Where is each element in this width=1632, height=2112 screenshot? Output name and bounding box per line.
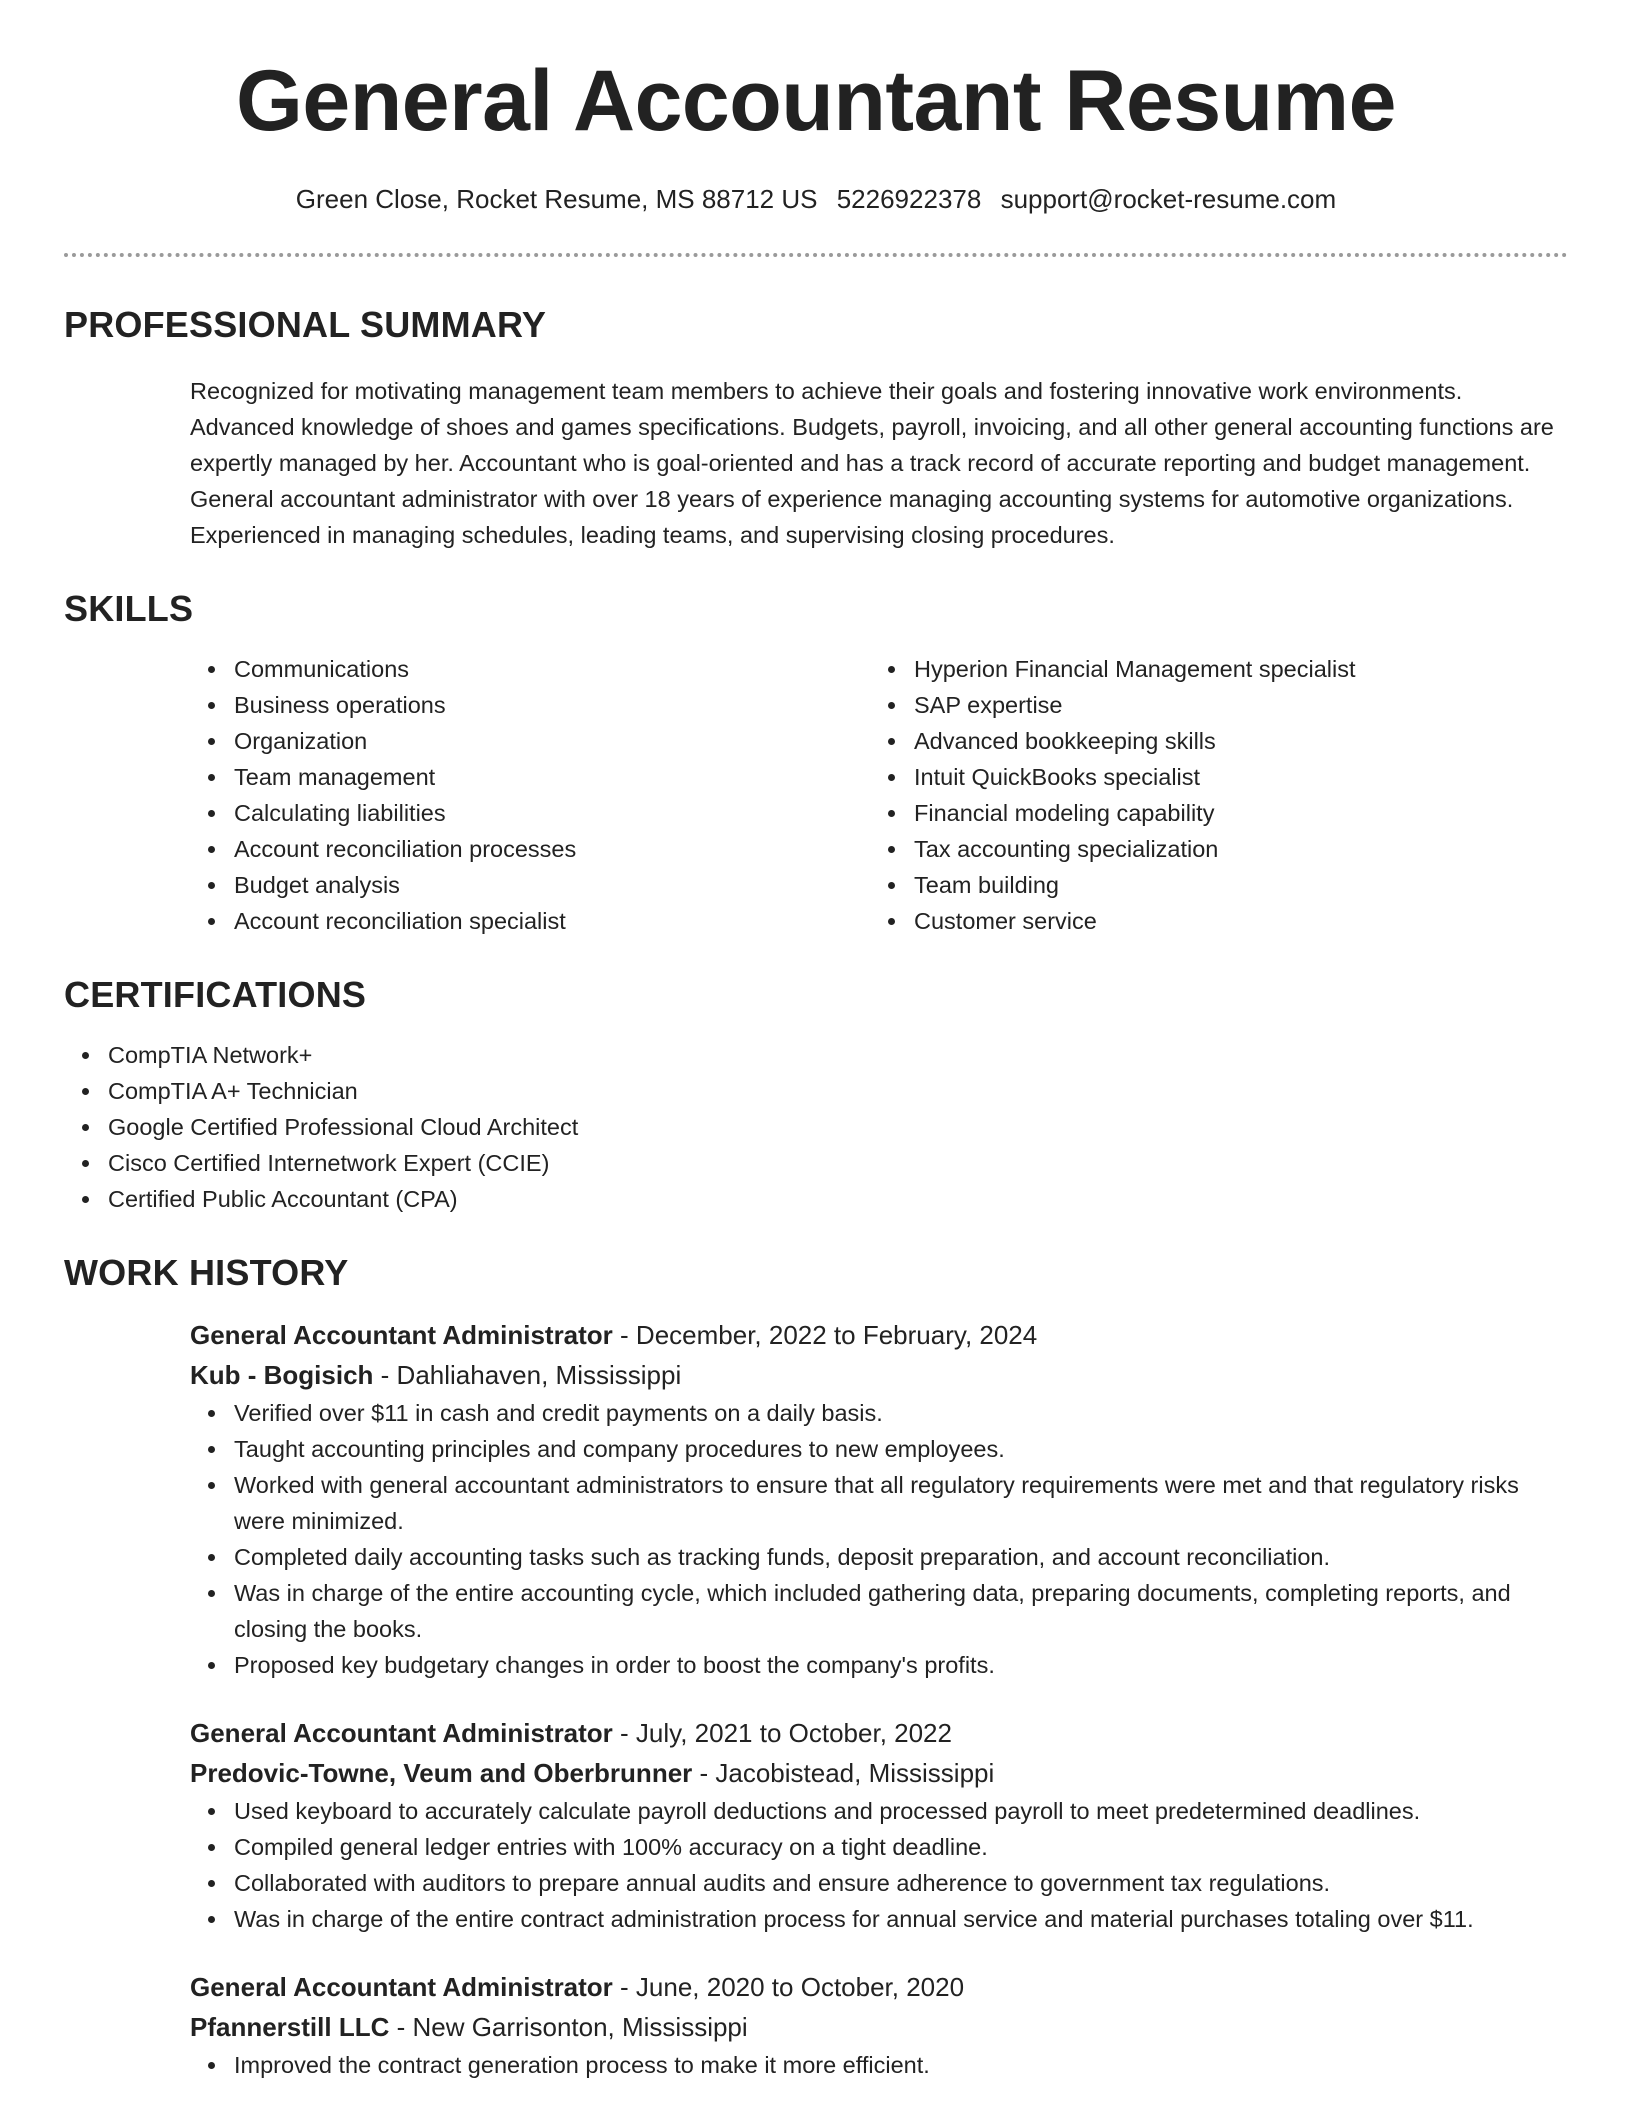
job-title: General Accountant Administrator (190, 1718, 613, 1749)
summary-text: Recognized for motivating management team members to achieve their goals and fostering innovative work environments. Advanced knowledge of shoes and games specifications. Budgets, payroll, invoicing, and all other general accounting functions are expertly managed by her. Accountant who is goal-oriented and has a track record of accurate reporting and budget management. General accountant administrator with over 18 years of experience managing accounting systems for automotive organizations. Experienced in managing schedules, leading teams, and supervising closing procedures. (190, 378, 1554, 549)
duty-item: Worked with general accountant administrators to ensure that all regulatory requirements were met and that regulatory risks were minimized. (190, 1467, 1568, 1539)
duty-item: Collaborated with auditors to prepare annual audits and ensure adherence to government tax regulations. (190, 1865, 1568, 1901)
duty-item: Was in charge of the entire contract administration process for annual service and material purchases totaling over $11. (190, 1901, 1568, 1937)
job-location: - New Garrisonton, Mississippi (389, 2012, 748, 2043)
duty-item: Taught accounting principles and company procedures to new employees. (190, 1431, 1568, 1467)
work-history-heading: WORK HISTORY (64, 1252, 349, 1294)
duty-item: Completed daily accounting tasks such as tracking funds, deposit preparation, and account reconciliation. (190, 1539, 1568, 1575)
job-dates: - December, 2022 to February, 2024 (612, 1320, 1038, 1351)
skill-item: Business operations (190, 687, 870, 723)
work-history-section (64, 1252, 1568, 2083)
header-divider (64, 253, 1568, 257)
skill-item: Account reconciliation processes (190, 831, 870, 867)
skills-column-left (190, 651, 870, 939)
skills-heading: SKILLS (64, 588, 194, 630)
skill-item: Budget analysis (190, 867, 870, 903)
resume-title: General Accountant Resume (236, 53, 1396, 149)
skill-item: Tax accounting specialization (870, 831, 1550, 867)
job-title: General Accountant Administrator (190, 1320, 613, 1351)
job-dates: - June, 2020 to October, 2020 (612, 1972, 965, 2003)
duty-item: Proposed key budgetary changes in order to boost the company's profits. (190, 1647, 1568, 1683)
contact-phone: 5226922378 (836, 184, 982, 214)
job-location: - Dahliahaven, Mississippi (373, 1360, 682, 1391)
skill-item: Hyperion Financial Management specialist (870, 651, 1550, 687)
skill-item: Organization (190, 723, 870, 759)
contact-address: Green Close, Rocket Resume, MS 88712 US (295, 184, 818, 214)
job-entry (190, 1315, 1568, 1683)
job-dates: - July, 2021 to October, 2022 (612, 1718, 952, 1749)
job-title: General Accountant Administrator (190, 1972, 613, 2003)
job-company-line (190, 2007, 1568, 2047)
job-company-line (190, 1753, 1568, 1793)
duty-item: Compiled general ledger entries with 100% accuracy on a tight deadline. (190, 1829, 1568, 1865)
skill-item: Team building (870, 867, 1550, 903)
job-company-line (190, 1355, 1568, 1395)
job-company: Predovic-Towne, Veum and Oberbrunner (190, 1758, 693, 1789)
skill-item: Customer service (870, 903, 1550, 939)
certifications-section (64, 974, 1568, 1217)
contact-line (0, 184, 1632, 215)
duty-item: Verified over $11 in cash and credit payments on a daily basis. (190, 1395, 1568, 1431)
skill-item: Calculating liabilities (190, 795, 870, 831)
job-duties (190, 2047, 1568, 2083)
certification-item: Certified Public Accountant (CPA) (64, 1181, 1568, 1217)
summary-section (64, 304, 1568, 553)
job-duties (190, 1793, 1568, 1937)
job-title-line (190, 1967, 1568, 2007)
contact-email: support@rocket-resume.com (1000, 184, 1337, 214)
job-entry (190, 1967, 1568, 2083)
duty-item: Was in charge of the entire accounting cycle, which included gathering data, preparing documents, completing reports, and closing the books. (190, 1575, 1568, 1647)
skill-item: SAP expertise (870, 687, 1550, 723)
skills-column-right (870, 651, 1550, 939)
duty-item: Improved the contract generation process to make it more efficient. (190, 2047, 1568, 2083)
certification-item: Google Certified Professional Cloud Architect (64, 1109, 1568, 1145)
job-entry (190, 1713, 1568, 1937)
skill-item: Communications (190, 651, 870, 687)
skill-item: Financial modeling capability (870, 795, 1550, 831)
job-location: - Jacobistead, Mississippi (692, 1758, 995, 1789)
skill-item: Account reconciliation specialist (190, 903, 870, 939)
skill-item: Advanced bookkeeping skills (870, 723, 1550, 759)
certification-item: Cisco Certified Internetwork Expert (CCIE) (64, 1145, 1568, 1181)
duty-item: Used keyboard to accurately calculate payroll deductions and processed payroll to meet predetermined deadlines. (190, 1793, 1568, 1829)
skills-columns (190, 651, 1568, 939)
job-company: Pfannerstill LLC (190, 2012, 390, 2043)
job-duties (190, 1395, 1568, 1683)
certifications-list (64, 1037, 1568, 1217)
job-title-line (190, 1713, 1568, 1753)
skills-section (64, 588, 1568, 939)
job-company: Kub - Bogisich (190, 1360, 374, 1391)
certifications-heading: CERTIFICATIONS (64, 974, 367, 1016)
certification-item: CompTIA Network+ (64, 1037, 1568, 1073)
summary-heading: PROFESSIONAL SUMMARY (64, 304, 547, 346)
certification-item: CompTIA A+ Technician (64, 1073, 1568, 1109)
job-title-line (190, 1315, 1568, 1355)
skill-item: Team management (190, 759, 870, 795)
skill-item: Intuit QuickBooks specialist (870, 759, 1550, 795)
